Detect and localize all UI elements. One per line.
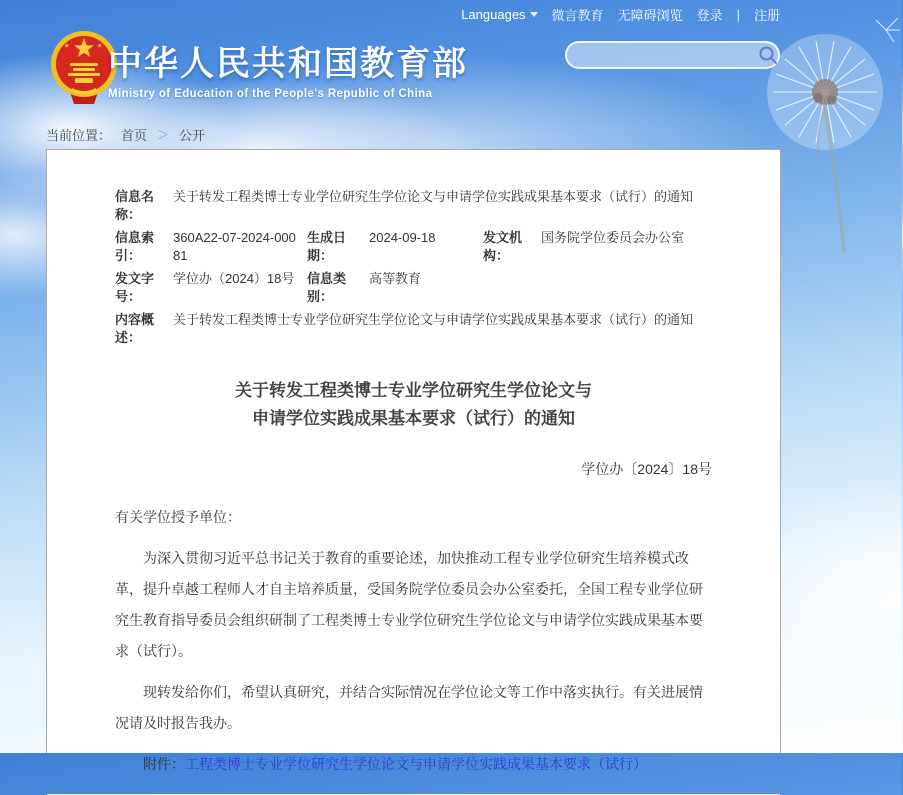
- nav-login[interactable]: 登录: [696, 7, 723, 23]
- attachment-link[interactable]: 工程类博士专业学位研究生学位论文与申请学位实践成果基本要求（试行）: [185, 756, 647, 772]
- nav-weiyan-jiaoyu[interactable]: 微言教育: [551, 7, 604, 23]
- breadcrumb-separator-icon: ＞: [157, 128, 170, 142]
- document-title-line1: 关于转发工程类博士专业学位研究生学位论文与: [235, 381, 592, 400]
- top-navigation: [461, 4, 780, 24]
- breadcrumb: [46, 125, 205, 144]
- languages-menu[interactable]: [461, 7, 537, 22]
- document-body: [115, 377, 712, 795]
- info-value-summary: 关于转发工程类博士专业学位研究生学位论文与申请学位实践成果基本要求（试行）的通知: [173, 312, 694, 327]
- info-value-date: 2024-09-18: [369, 230, 436, 245]
- info-value-index: 360A22-07-2024-00081: [173, 230, 296, 263]
- info-label-name: 信息名称：: [115, 189, 155, 222]
- site-subtitle: Ministry of Education of the People's Republic of China: [108, 88, 433, 100]
- info-value-category: 高等教育: [369, 271, 422, 286]
- paragraph-2: 现转发给你们，希望认真研究，并结合实际情况在学位论文等工作中落实执行。有关进展情况请及时报告我办。: [115, 684, 703, 731]
- info-value-name: 关于转发工程类博士专业学位研究生学位论文与申请学位实践成果基本要求（试行）的通知: [173, 189, 694, 204]
- attachment-row: [115, 749, 712, 780]
- languages-label: Languages: [461, 6, 526, 22]
- info-label-category: 信息类别：: [307, 271, 347, 304]
- search-input[interactable]: [581, 48, 757, 63]
- breadcrumb-home[interactable]: 首页: [121, 128, 148, 143]
- nav-accessibility[interactable]: 无障碍浏览: [617, 7, 683, 23]
- nav-register[interactable]: 注册: [753, 7, 780, 23]
- site-title: 中华人民共和国教育部: [108, 45, 468, 83]
- chevron-down-icon: [530, 12, 538, 17]
- info-label-summary: 内容概述：: [115, 312, 155, 345]
- info-label-agency: 发文机构：: [483, 230, 523, 263]
- info-label-date: 生成日期：: [307, 230, 347, 263]
- document-title: [115, 377, 712, 433]
- content-panel: [46, 149, 781, 772]
- salutation: 有关学位授予单位：: [115, 509, 241, 525]
- document-number: 学位办〔2024〕18号: [581, 461, 712, 477]
- search-bar: [565, 41, 780, 69]
- site-header: [46, 28, 786, 108]
- search-button[interactable]: [757, 44, 779, 66]
- breadcrumb-current[interactable]: 公开: [179, 128, 206, 143]
- attachment-label: 附件：: [143, 756, 185, 772]
- breadcrumb-label: 当前位置：: [46, 128, 112, 143]
- info-value-agency: 国务院学位委员会办公室: [541, 230, 685, 245]
- document-info-table: [115, 188, 712, 347]
- paragraph-1: 为深入贯彻习近平总书记关于教育的重要论述，加快推动工程专业学位研究生培养模式改革，提升卓越工程师人才自主培养质量，受国务院学位委员会办公室委托，全国工程专业学位研究生教育指导委员会组织研制了工程类博士专业学位研究生学位论文与申请学位实践成果基本要求（试行）。: [115, 550, 703, 659]
- nav-separator: |: [736, 6, 740, 22]
- info-label-docnum: 发文字号：: [115, 271, 155, 304]
- search-icon: [757, 44, 779, 66]
- info-label-index: 信息索引：: [115, 230, 155, 263]
- info-value-docnum: 学位办（2024）18号: [173, 271, 295, 286]
- document-title-line2: 申请学位实践成果基本要求（试行）的通知: [252, 409, 575, 428]
